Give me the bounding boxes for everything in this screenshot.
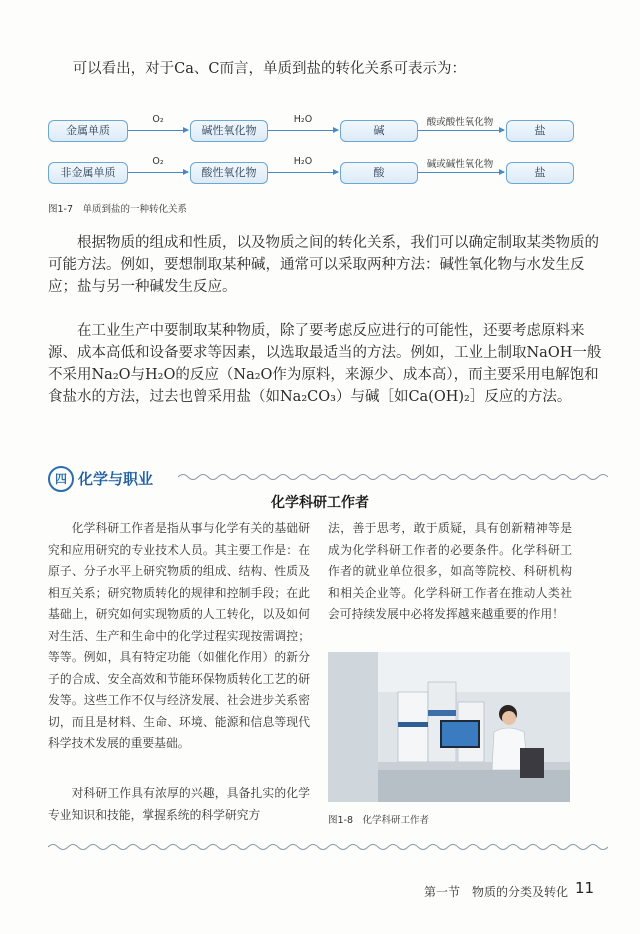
box-metal-element: 金属单质 (48, 120, 128, 142)
paragraph-1: 根据物质的组成和性质，以及物质之间的转化关系，我们可以确定制取某类物质的可能方法。例如，要想制取某种碱，通常可以采取两种方法：碱性氧化物与水发生反应；盐与另一种碱发生反应。 (48, 235, 599, 295)
box-salt: 盐 (506, 120, 574, 142)
arrow-label: O₂ (152, 114, 164, 125)
feature-left-paragraph-1: 化学科研工作者是指从事与化学有关的基础研究和应用研究的专业技术人员。其主要工作是：在原子、分子水平上研究物质的组成、结构、性质及相互关系；研究物质转化的规律和控制手段；在此基础上，研究如何实现物质的人工转化，以及如何对生活、生产和生命中的化学过程实现按需调控；等等。例如，具有特定功能（如催化作用）的新分子的合成、安全高效和节能环保物质转化工艺的研发等。这些工作不仅与经济发展、社会进步关系密切，而且是材料、生命、环境、能源和信息等现代科学技术发展的重要基础。 (48, 521, 310, 750)
box-base: 碱 (340, 120, 418, 142)
box-acidic-oxide: 酸性氧化物 (190, 162, 268, 184)
arrow (418, 172, 504, 173)
arrow (128, 130, 188, 131)
arrow-label: 碱或碱性氧化物 (426, 159, 494, 170)
section-icon: 四 (48, 466, 74, 492)
box-acid: 酸 (340, 162, 418, 184)
figure-caption: 图1-7 单质到盐的一种转化关系 (48, 204, 188, 215)
feature-left-paragraph-2: 对科研工作具有浓厚的兴趣，具备扎实的化学专业知识和技能，掌握系统的科学研究方 (48, 786, 310, 822)
lab-researcher-photo (328, 652, 570, 802)
box-salt: 盐 (506, 162, 574, 184)
arrow-label: H₂O (293, 114, 313, 125)
arrow-label: H₂O (293, 156, 313, 167)
arrow (268, 130, 338, 131)
wavy-divider (178, 472, 608, 482)
arrow-label: O₂ (152, 156, 164, 167)
footer-chapter: 第一节 物质的分类及转化 (423, 885, 568, 899)
paragraph-2: 在工业生产中要制取某种物质，除了要考虑反应进行的可能性，还要考虑原料来源、成本高低和设备要求等因素，以选取最适当的方法。例如，工业上制取NaOH一般不采用Na₂O与H₂O的反应（Na₂O作为原料，来源少、成本高），而主要采用电解饱和食盐水的方法，过去也曾采用盐（如Na₂CO₃）与碱［如Ca(OH)₂］反应的方法。 (48, 323, 602, 405)
intro-text: 可以看出，对于Ca、C而言，单质到盐的转化关系可表示为： (72, 61, 466, 77)
photo-caption: 图1-8 化学科研工作者 (328, 815, 430, 826)
arrow (268, 172, 338, 173)
box-nonmetal-element: 非金属单质 (48, 162, 128, 184)
bottom-wavy-divider (48, 842, 608, 852)
arrow (128, 172, 188, 173)
feature-box-title: 化学科研工作者 (271, 495, 369, 511)
conversion-diagram (48, 108, 588, 188)
arrow (418, 130, 504, 131)
section-title: 化学与职业 (78, 470, 154, 488)
arrow-label: 酸或酸性氧化物 (426, 117, 494, 128)
box-basic-oxide: 碱性氧化物 (190, 120, 268, 142)
feature-right-paragraph: 法，善于思考，敢于质疑，具有创新精神等是成为化学科研工作者的必要条件。化学科研工作者的就业单位很多，如高等院校、科研机构和相关企业等。化学科研工作者在推动人类社会可持续发展中必将发挥越来越重要的作用！ (328, 521, 572, 621)
page-number: 11 (575, 879, 595, 897)
